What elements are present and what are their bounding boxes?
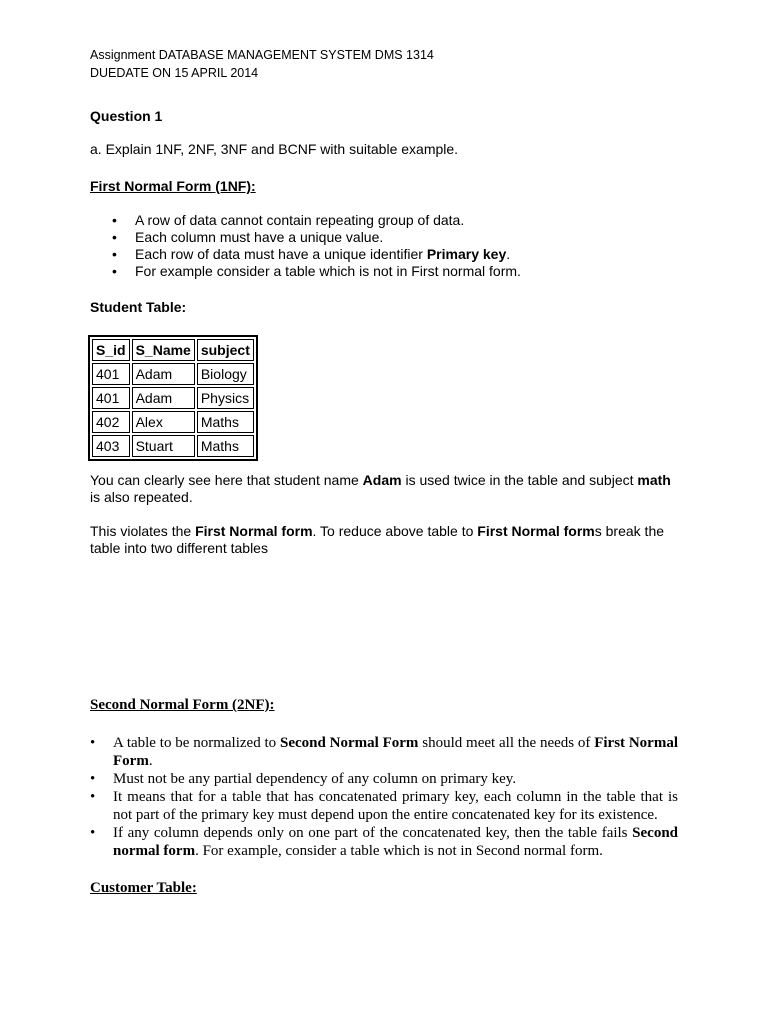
customer-table-title: Customer Table: (90, 880, 197, 896)
table-cell: 402 (92, 411, 130, 433)
column-header: S_id (92, 339, 130, 361)
second-normal-form-heading: Second Normal Form (2NF): (90, 697, 275, 713)
paragraph-violation: This violates the First Normal form. To reduce above table to First Normal forms break the table into two different tables (90, 523, 665, 556)
student-table-title: Student Table: (90, 299, 187, 315)
table-cell: Maths (197, 411, 254, 433)
table-cell: 401 (92, 387, 130, 409)
table-cell: Adam (132, 363, 195, 385)
due-date: DUEDATE ON 15 APRIL 2014 (90, 66, 259, 80)
question-part-a: a. Explain 1NF, 2NF, 3NF and BCNF with suitable example. (90, 141, 459, 157)
table-cell: Alex (132, 411, 195, 433)
assignment-header (90, 46, 434, 82)
first-normal-form-bullets (90, 212, 521, 280)
table-cell: Biology (197, 363, 254, 385)
table-row (92, 387, 254, 409)
list-item: • It means that for a table that has concatenated primary key, each column in the table that is not part of the primary key must depend upon the entire concatenated key for its existence. (90, 788, 678, 824)
question-title: Question 1 (90, 108, 163, 124)
second-normal-form-bullets (90, 734, 678, 860)
first-normal-form-heading: First Normal Form (1NF): (90, 178, 256, 194)
table-row (92, 411, 254, 433)
column-header: subject (197, 339, 254, 361)
table-cell: Stuart (132, 435, 195, 457)
table-header-row (92, 339, 254, 361)
list-item: • A table to be normalized to Second Normal Form should meet all the needs of First Normal Form. (90, 734, 678, 770)
table-cell: Maths (197, 435, 254, 457)
table-cell: Physics (197, 387, 254, 409)
table-row (92, 435, 254, 457)
list-item: • If any column depends only on one part of the concatenated key, then the table fails Second normal form. For example, consider a table which is not in Second normal form. (90, 824, 678, 860)
table-cell: 403 (92, 435, 130, 457)
list-item: • Must not be any partial dependency of any column on primary key. (90, 770, 678, 788)
list-item: • Each column must have a unique value. (90, 229, 521, 246)
table-row (92, 363, 254, 385)
student-table (88, 335, 258, 461)
table-cell: 401 (92, 363, 130, 385)
assignment-title: Assignment DATABASE MANAGEMENT SYSTEM DMS 1314 (90, 48, 434, 62)
list-item: • Each row of data must have a unique identifier Primary key. (90, 246, 521, 263)
paragraph-repeated-data: You can clearly see here that student name Adam is used twice in the table and subject math is also repeated. (90, 472, 671, 505)
list-item: • For example consider a table which is not in First normal form. (90, 263, 521, 280)
table-cell: Adam (132, 387, 195, 409)
list-item: • A row of data cannot contain repeating group of data. (90, 212, 521, 229)
column-header: S_Name (132, 339, 195, 361)
